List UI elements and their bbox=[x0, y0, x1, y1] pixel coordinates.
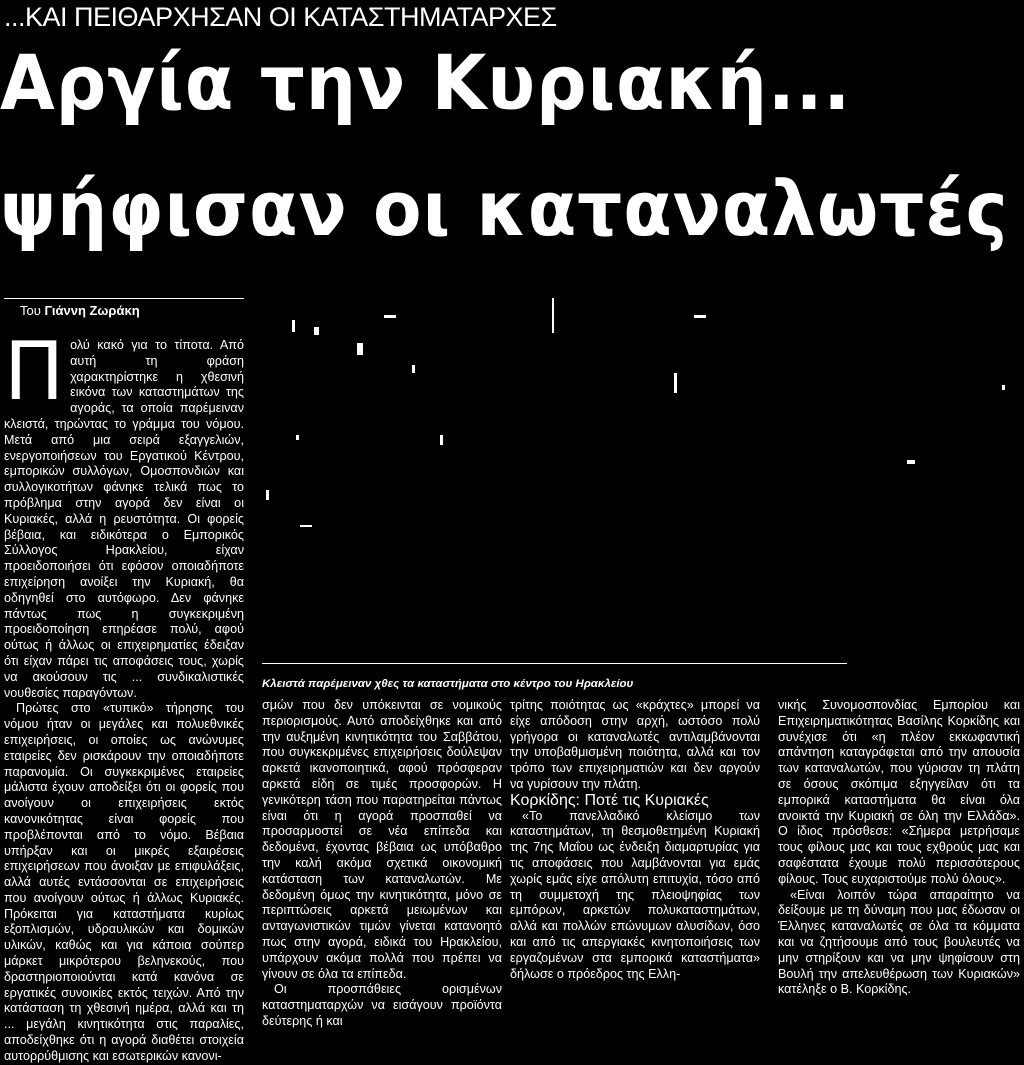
storefront-photo bbox=[262, 295, 1024, 665]
byline-author: Γιάννη Ζωράκη bbox=[44, 303, 140, 318]
photo-detail bbox=[694, 315, 706, 318]
photo-detail bbox=[266, 490, 269, 500]
article-paragraph: Πρώτες στο «τυπικό» τήρησης του νόμου ήταν οι μεγάλες και πολυεθνικές επιχειρήσεις, οι οποίες ως ανώνυμες εταιρείες δεν ρισκάρουν την οποιαδήποτε παρανομία. Οι συγκεκριμένες εταιρείες μάλιστα έχουν αποδείξει ότι οι φορείς που ανοίγουν οι επιχειρήσεις εκτός κανονικότητας είναι φορείς που προβλέπονται από το νόμο. Βέβαια υπήρξαν και οι μικρές εξαιρέσεις επιχειρήσεων που άνοιξαν με επιφυλάξεις, αλλά αυτές εντάσσονται σε επιχειρήσεις που ανοίγουν ούτως ή άλλως Κυριακές. Πρόκειται για καταστήματα κυρίως εξοπλισμών, υδραυλικών και δομικών υλικών, καθώς και για κάποια σούπερ μάρκετ μικρότερου βεληνεκούς, που δραστηριοποιούνται κατά κανόνα σε εργατικές συνοικίες εκτός τειχών. Από την κατάσταση τη χθεσινή ημέρα, αλλά και τη ... μεγάλη κινητικότητα στις παραλίες, αποδείχθηκε ότι η αγορά διαθέτει στοιχεία αυτορρύθμισης και εσωτερικών κανονι- bbox=[4, 701, 244, 1063]
drop-cap: Π bbox=[4, 325, 65, 418]
article-column-3 bbox=[510, 698, 760, 982]
photo-detail bbox=[296, 435, 299, 440]
photo-detail bbox=[292, 320, 295, 332]
photo-detail bbox=[412, 365, 415, 373]
headline-line-2: ψήφισαν οι καταναλωτές bbox=[0, 164, 1009, 253]
byline bbox=[20, 303, 140, 318]
article-column-4 bbox=[778, 698, 1020, 998]
headline-line-1: Αργία την Κυριακή... bbox=[0, 38, 852, 127]
article-paragraph: νικής Συνομοσπονδίας Εμπορίου και Επιχειρηματικότητας Βασίλης Κορκίδης και συνέχισε ότι «η πλέον εκκωφαντική απάντηση καταγράφεται από την απουσία των καταναλωτών, που γύρισαν τη πλάτη σε όσους σκόπιμα εξηγγείλαν ότι τα εμπορικά καταστήματα θα είναι όλα ανοικτά την Κυριακή σε όλη την Ελλάδα». Ο ίδιος πρόσθεσε: «Σήμερα μετρήσαμε τους φίλους μας και τους εχθρούς μας και σαφέστατα έχουμε πολύ περισσότερους φίλους. Τους ευχαριστούμε πολύ όλους». bbox=[778, 698, 1020, 886]
article-paragraph bbox=[4, 325, 244, 701]
photo-detail bbox=[357, 343, 363, 355]
subheading: Κορκίδης: Ποτέ τις Κυριακές bbox=[510, 791, 709, 809]
photo-detail bbox=[907, 460, 915, 464]
photo-detail bbox=[674, 373, 677, 393]
photo-detail bbox=[552, 298, 554, 333]
photo-detail bbox=[314, 327, 319, 335]
article-text: ολύ κακό για το τίποτα. Από αυτή τη φράση χαρακτηρίστηκε η χθεσινή εικόνα των καταστημάτων της αγοράς, τα οποία παρέμειναν κλειστά, τηρώντας το γράμμα του νόμου. Μετά από μια σειρά εξαγγελιών, ενεργοποιήσεων του Εργατικού Κέντρου, εμπορικών συλλόγων, Ομοσπονδιών και συλλογικοτήτων φάνηκε τελικά πως το πρόβλημα στην αγορά δεν είναι οι Κυριακές, αλλά η ρευστότητα. Οι φορείς βέβαια, και ειδικότερα ο Εμπορικός Σύλλογος Ηρακλείου, είχαν προειδοποιήσει ότι εφόσον οποιαδήποτε επιχείρηση ανοίξει την Κυριακή, θα οδηγηθεί στο αυτόφωρο. Δεν φάνηκε πάντως πως η συγκεκριμένη προειδοποίηση επηρέασε πολύ, αφού ούτως ή άλλως οι επιχειρηματίες έδειξαν ότι είχαν πάρει τις αποφάσεις τους, χωρίς να ακούσουν τις ... συνδικαλιστικές νουθεσίες παραγόντων. bbox=[4, 338, 244, 700]
article-column-1 bbox=[4, 325, 244, 1065]
article-column-2 bbox=[262, 698, 502, 1030]
article-paragraph: «Είναι λοιπόν τώρα απαραίτητο να δείξουμε με τη δύναμη που μας έδωσαν οι Έλληνες καταναλωτές σε όλα τα κόμματα και να ζητήσουμε από τους βουλευτές να μην στηρίξουν και να μην ψηφίσουν στη Βουλή την απελευθέρωση των Κυριακών» κατέληξε ο Β. Κορκίδης. bbox=[778, 887, 1020, 997]
article-paragraph: Οι προσπάθειες ορισμένων καταστηματαρχών να εισάγουν προϊόντα δεύτερης ή και bbox=[262, 982, 502, 1028]
photo-detail bbox=[300, 525, 312, 527]
photo-detail bbox=[1002, 385, 1005, 390]
kicker: ...ΚΑΙ ΠΕΙΘΑΡΧΗΣΑΝ ΟΙ ΚΑΤΑΣΤΗΜΑΤΑΡΧΕΣ bbox=[4, 2, 557, 32]
photo-edge bbox=[262, 663, 847, 664]
photo-caption: Κλειστά παρέμειναν χθες τα καταστήματα στο κέντρο του Ηρακλείου bbox=[262, 678, 634, 690]
article-paragraph: τρίτης ποιότητας ως «κράχτες» μπορεί να είχε απόδοση στην αρχή, ωστόσο πολύ γρήγορα οι καταναλωτές αντιλαμβάνονται την υποβαθμισμένη ποιότητα, αλλά και τον τρόπο των επιχειρηματιών και δεν αργούν να γυρίσουν την πλάτη. bbox=[510, 698, 760, 791]
byline-rule bbox=[4, 298, 244, 299]
photo-detail bbox=[384, 315, 396, 318]
article-paragraph: «Το πανελλαδικό κλείσιμο των καταστημάτων, τη θεσμοθετημένη Κυριακή της 7ης Μαΐου ως ένδειξη διαμαρτυρίας για τις αποφάσεις που λαμβάνονται για εμάς χωρίς εμάς είχε απόλυτη επιτυχία, τόσο από τη συμμετοχή της πλειοψηφίας των εμπόρων, αρκετών πολυκαταστημάτων, αλλά και πολλών επώνυμων αλυσίδων, όσο και από τις απεργιακές κινητοποιήσεις των εργαζομένων στα εμπορικά καταστήματα» δήλωσε ο πρόεδρος της Ελλη- bbox=[510, 808, 760, 981]
article-paragraph: σμών που δεν υπόκεινται σε νομικούς περιορισμούς. Αυτό αποδείχθηκε και από την αυξημένη κινητικότητα του Σαββάτου, που συγκεκριμένες επιχειρήσεις δούλεψαν αρκετά ικανοποιητικά, αφού πρόσφεραν αρκετά είδη σε τιμές προσφορών. Η γενικότερη τάση που παρατηρείται πάντως είναι ότι η αγορά προσπαθεί να προσαρμοστεί σε νέα επίπεδα και δεδομένα, έχοντας βέβαια ως υπόβαθρο την καλή ακόμα σχετικά οικονομική κατάσταση των καταναλωτών. Με δεδομένη όμως την κινητικότητα, μόνο σε περιπτώσεις αρκετά μειωμένων και ανταγωνιστικών τιμών γίνεται κατανοητό πως στην αγορά, ειδικά του Ηρακλείου, υπάρχουν ακόμα πολλά που πρέπει να γίνουν σε όλα τα επίπεδα. bbox=[262, 698, 502, 981]
photo-detail bbox=[440, 435, 443, 445]
byline-prefix: Του bbox=[20, 303, 41, 318]
